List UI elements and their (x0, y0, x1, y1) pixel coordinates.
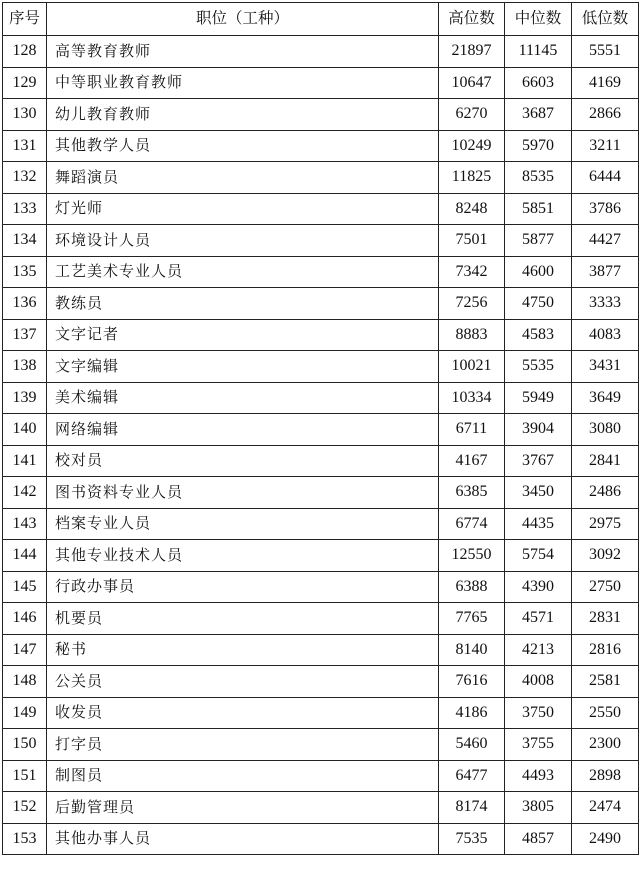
row-mid-cell: 4600 (505, 256, 572, 288)
row-high-cell: 4167 (439, 445, 505, 477)
row-job-cell: 工艺美术专业人员 (47, 256, 439, 288)
row-job-cell: 中等职业教育教师 (47, 67, 439, 99)
row-low-cell: 5551 (572, 36, 639, 68)
row-seq-cell: 153 (3, 823, 47, 855)
row-high-cell: 11825 (439, 162, 505, 194)
row-mid-cell: 4390 (505, 571, 572, 603)
table-row (3, 162, 639, 194)
row-job-cell: 高等教育教师 (47, 36, 439, 68)
header-mid: 中位数 (505, 3, 572, 36)
row-low-cell: 2866 (572, 99, 639, 131)
row-seq-cell: 128 (3, 36, 47, 68)
table-row (3, 697, 639, 729)
row-job-cell: 打字员 (47, 729, 439, 761)
row-low-cell: 3080 (572, 414, 639, 446)
table-row (3, 225, 639, 257)
table-row (3, 540, 639, 572)
row-job-cell: 文字编辑 (47, 351, 439, 383)
row-mid-cell: 4750 (505, 288, 572, 320)
row-seq-cell: 136 (3, 288, 47, 320)
row-job-cell: 收发员 (47, 697, 439, 729)
row-seq-cell: 146 (3, 603, 47, 635)
row-job-cell: 幼儿教育教师 (47, 99, 439, 131)
row-low-cell: 2898 (572, 760, 639, 792)
row-seq-cell: 132 (3, 162, 47, 194)
header-seq: 序号 (3, 3, 47, 36)
header-job: 职位（工种） (47, 3, 439, 36)
row-seq-cell: 148 (3, 666, 47, 698)
row-high-cell: 6270 (439, 99, 505, 131)
row-mid-cell: 3750 (505, 697, 572, 729)
row-job-cell: 图书资料专业人员 (47, 477, 439, 509)
row-seq-cell: 145 (3, 571, 47, 603)
row-job-cell: 机要员 (47, 603, 439, 635)
row-seq-cell: 130 (3, 99, 47, 131)
row-seq-cell: 139 (3, 382, 47, 414)
row-high-cell: 10334 (439, 382, 505, 414)
row-mid-cell: 3687 (505, 99, 572, 131)
row-seq-cell: 152 (3, 792, 47, 824)
row-low-cell: 4083 (572, 319, 639, 351)
row-low-cell: 3877 (572, 256, 639, 288)
row-low-cell: 2581 (572, 666, 639, 698)
row-low-cell: 4169 (572, 67, 639, 99)
row-job-cell: 校对员 (47, 445, 439, 477)
table-row (3, 729, 639, 761)
table-row (3, 603, 639, 635)
row-mid-cell: 4493 (505, 760, 572, 792)
row-high-cell: 8174 (439, 792, 505, 824)
row-high-cell: 6477 (439, 760, 505, 792)
row-seq-cell: 141 (3, 445, 47, 477)
table-row (3, 792, 639, 824)
row-low-cell: 6444 (572, 162, 639, 194)
row-seq-cell: 149 (3, 697, 47, 729)
row-high-cell: 4186 (439, 697, 505, 729)
row-high-cell: 6388 (439, 571, 505, 603)
row-high-cell: 7535 (439, 823, 505, 855)
row-low-cell: 2486 (572, 477, 639, 509)
table-row (3, 351, 639, 383)
row-job-cell: 美术编辑 (47, 382, 439, 414)
table-row (3, 823, 639, 855)
row-low-cell: 4427 (572, 225, 639, 257)
row-mid-cell: 11145 (505, 36, 572, 68)
row-job-cell: 网络编辑 (47, 414, 439, 446)
row-seq-cell: 144 (3, 540, 47, 572)
row-mid-cell: 4213 (505, 634, 572, 666)
row-mid-cell: 3904 (505, 414, 572, 446)
row-job-cell: 其他专业技术人员 (47, 540, 439, 572)
row-low-cell: 2550 (572, 697, 639, 729)
row-mid-cell: 3450 (505, 477, 572, 509)
row-mid-cell: 4008 (505, 666, 572, 698)
row-high-cell: 5460 (439, 729, 505, 761)
row-mid-cell: 5851 (505, 193, 572, 225)
row-high-cell: 6711 (439, 414, 505, 446)
row-high-cell: 7342 (439, 256, 505, 288)
row-mid-cell: 8535 (505, 162, 572, 194)
header-high: 高位数 (439, 3, 505, 36)
table-row (3, 414, 639, 446)
row-mid-cell: 3755 (505, 729, 572, 761)
row-job-cell: 公关员 (47, 666, 439, 698)
row-high-cell: 8883 (439, 319, 505, 351)
row-high-cell: 12550 (439, 540, 505, 572)
table-row (3, 666, 639, 698)
row-low-cell: 2816 (572, 634, 639, 666)
row-low-cell: 3431 (572, 351, 639, 383)
row-seq-cell: 134 (3, 225, 47, 257)
row-high-cell: 7616 (439, 666, 505, 698)
row-mid-cell: 5535 (505, 351, 572, 383)
row-job-cell: 教练员 (47, 288, 439, 320)
row-low-cell: 2474 (572, 792, 639, 824)
table-row (3, 571, 639, 603)
table-row (3, 67, 639, 99)
header-row (3, 3, 639, 36)
table-row (3, 760, 639, 792)
table-row (3, 319, 639, 351)
table-row (3, 508, 639, 540)
table-body (3, 36, 639, 855)
row-job-cell: 后勤管理员 (47, 792, 439, 824)
row-low-cell: 3786 (572, 193, 639, 225)
table-row (3, 193, 639, 225)
row-mid-cell: 5754 (505, 540, 572, 572)
row-job-cell: 其他办事人员 (47, 823, 439, 855)
row-seq-cell: 151 (3, 760, 47, 792)
row-mid-cell: 5877 (505, 225, 572, 257)
row-mid-cell: 4857 (505, 823, 572, 855)
row-low-cell: 2831 (572, 603, 639, 635)
row-mid-cell: 5949 (505, 382, 572, 414)
row-mid-cell: 4571 (505, 603, 572, 635)
row-seq-cell: 143 (3, 508, 47, 540)
row-low-cell: 3211 (572, 130, 639, 162)
row-seq-cell: 138 (3, 351, 47, 383)
table-header (3, 3, 639, 36)
row-high-cell: 7501 (439, 225, 505, 257)
row-seq-cell: 133 (3, 193, 47, 225)
table-row (3, 288, 639, 320)
row-seq-cell: 147 (3, 634, 47, 666)
row-mid-cell: 3805 (505, 792, 572, 824)
row-seq-cell: 140 (3, 414, 47, 446)
table-row (3, 382, 639, 414)
row-high-cell: 10647 (439, 67, 505, 99)
row-low-cell: 3333 (572, 288, 639, 320)
table-row (3, 99, 639, 131)
row-high-cell: 10021 (439, 351, 505, 383)
row-low-cell: 2300 (572, 729, 639, 761)
row-job-cell: 其他教学人员 (47, 130, 439, 162)
row-seq-cell: 131 (3, 130, 47, 162)
row-job-cell: 文字记者 (47, 319, 439, 351)
row-seq-cell: 142 (3, 477, 47, 509)
row-low-cell: 2750 (572, 571, 639, 603)
table-row (3, 130, 639, 162)
row-high-cell: 10249 (439, 130, 505, 162)
row-high-cell: 8140 (439, 634, 505, 666)
row-seq-cell: 150 (3, 729, 47, 761)
row-low-cell: 2975 (572, 508, 639, 540)
row-high-cell: 8248 (439, 193, 505, 225)
row-high-cell: 7256 (439, 288, 505, 320)
wage-table (2, 2, 639, 855)
table-row (3, 256, 639, 288)
header-low: 低位数 (572, 3, 639, 36)
row-job-cell: 档案专业人员 (47, 508, 439, 540)
row-job-cell: 灯光师 (47, 193, 439, 225)
row-job-cell: 秘书 (47, 634, 439, 666)
row-seq-cell: 135 (3, 256, 47, 288)
row-job-cell: 舞蹈演员 (47, 162, 439, 194)
row-high-cell: 6774 (439, 508, 505, 540)
row-seq-cell: 137 (3, 319, 47, 351)
row-low-cell: 2490 (572, 823, 639, 855)
row-job-cell: 制图员 (47, 760, 439, 792)
row-high-cell: 7765 (439, 603, 505, 635)
row-seq-cell: 129 (3, 67, 47, 99)
row-mid-cell: 5970 (505, 130, 572, 162)
table-row (3, 36, 639, 68)
table-row (3, 634, 639, 666)
row-high-cell: 6385 (439, 477, 505, 509)
row-mid-cell: 6603 (505, 67, 572, 99)
row-mid-cell: 4435 (505, 508, 572, 540)
row-low-cell: 3092 (572, 540, 639, 572)
row-mid-cell: 3767 (505, 445, 572, 477)
row-mid-cell: 4583 (505, 319, 572, 351)
row-job-cell: 行政办事员 (47, 571, 439, 603)
row-high-cell: 21897 (439, 36, 505, 68)
row-job-cell: 环境设计人员 (47, 225, 439, 257)
table-row (3, 477, 639, 509)
row-low-cell: 2841 (572, 445, 639, 477)
table-row (3, 445, 639, 477)
row-low-cell: 3649 (572, 382, 639, 414)
